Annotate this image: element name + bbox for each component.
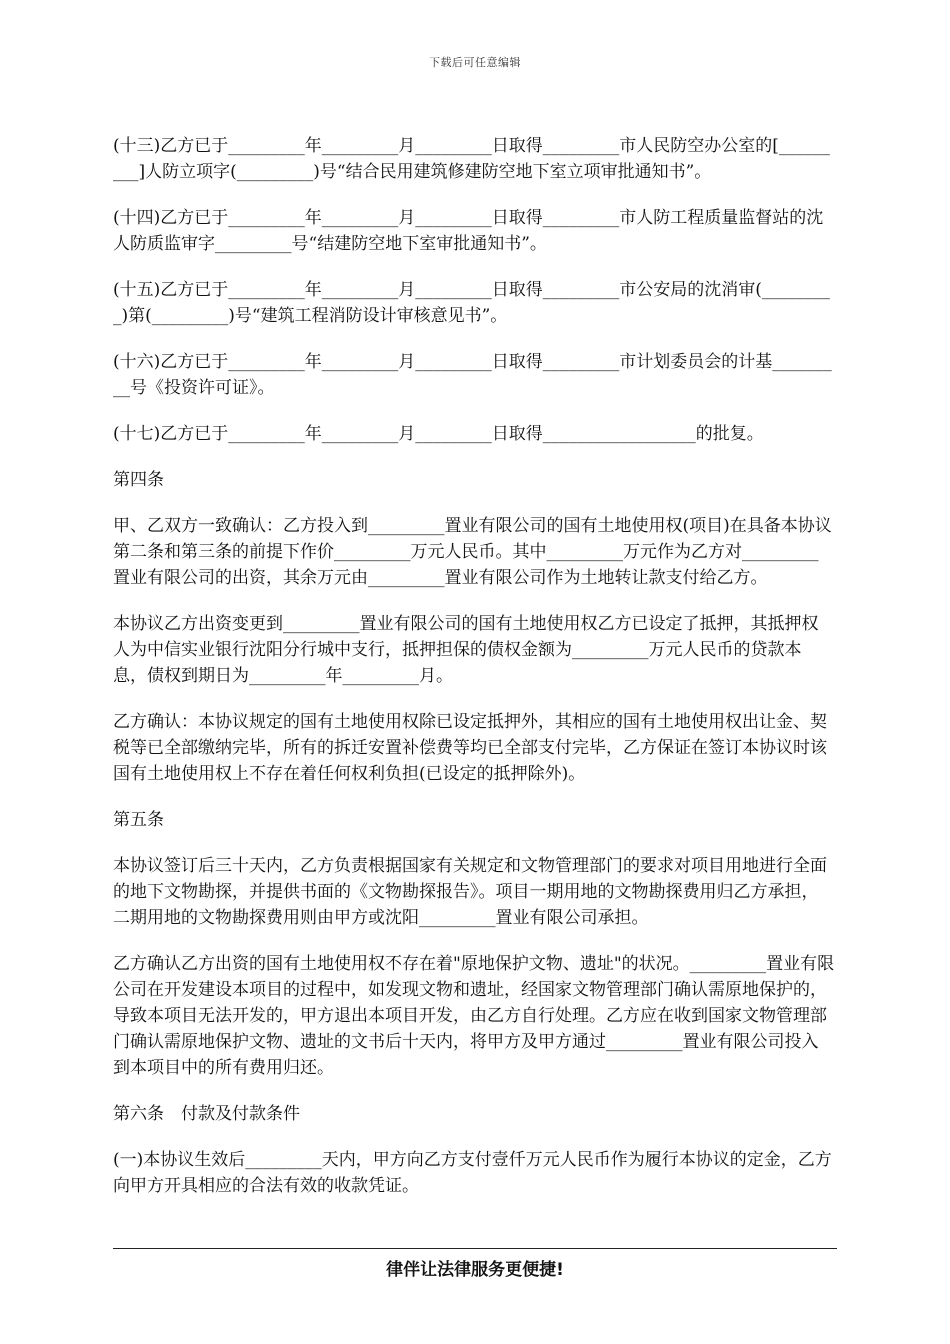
clause-15: (十五)乙方已于_________年_________月_________日取得_________市公安局的沈消审(_________)第(_________)号“建筑工程消防设计审核意见书”。 [113,280,830,326]
clause-13: (十三)乙方已于_________年_________月_________日取得_________市人民防空办公室的[_________]人防立项字(_________)号“结合民用建筑修建防空地下室立项审批通知书”。 [113,136,830,182]
article-6-heading: 第六条 付款及付款条件 [113,1104,300,1124]
article-4-para-1: 甲、乙双方一致确认：乙方投入到_________置业有限公司的国有土地使用权(项目)在具备本协议第二条和第三条的前提下作价_________万元人民币。其中_________万元作为乙方对_________置业有限公司的出资，其余万元由_________置业有限公司作为土地转让款支付给乙方。 [113,516,832,588]
article-5-para-2: 乙方确认乙方出资的国有土地使用权不存在着"原地保护文物、遗址"的状况。_________置业有限公司在开发建设本项目的过程中，如发现文物和遗址，经国家文物管理部门确认需原地保护的，导致本项目无法开发的，甲方退出本项目开发，由乙方自行处理。乙方应在收到国家文物管理部门确认需原地保护文物、遗址的文书后十天内，将甲方及甲方通过_________置业有限公司投入到本项目中的所有费用归还。 [113,954,835,1078]
article-6-para-1: (一)本协议生效后_________天内，甲方向乙方支付壹仟万元人民币作为履行本协议的定金，乙方向甲方开具相应的合法有效的收款凭证。 [113,1150,832,1196]
article-4-para-3: 乙方确认：本协议规定的国有土地使用权除已设定抵押外，其相应的国有土地使用权出让金、契税等已全部缴纳完毕，所有的拆迁安置补偿费等均已全部支付完毕，乙方保证在签订本协议时该国有土地使用权上不存在着任何权利负担(已设定的抵押除外)。 [113,712,827,784]
article-4-para-2: 本协议乙方出资变更到_________置业有限公司的国有土地使用权乙方已设定了抵押，其抵押权人为中信实业银行沈阳分行城中支行，抵押担保的债权金额为_________万元人民币的贷款本息，债权到期日为_________年_________月。 [113,614,819,686]
article-5-heading: 第五条 [113,810,164,830]
document-body [113,133,835,1219]
article-5-para-1: 本协议签订后三十天内，乙方负责根据国家有关规定和文物管理部门的要求对项目用地进行全面的地下文物勘探，并提供书面的《文物勘探报告》。项目一期用地的文物勘探费用归乙方承担，二期用地的文物勘探费用则由甲方或沈阳_________置业有限公司承担。 [113,856,827,928]
article-4-heading: 第四条 [113,470,164,490]
footer-divider [113,1248,837,1249]
page-footer: 律伴让法律服务更便捷! [386,1260,564,1280]
clause-16: (十六)乙方已于_________年_________月_________日取得_________市计划委员会的计基_________号《投资许可证》。 [113,352,832,398]
clause-17: (十七)乙方已于_________年_________月_________日取得__________________的批复。 [113,424,764,444]
page-header: 下载后可任意编辑 [429,56,521,69]
clause-14: (十四)乙方已于_________年_________月_________日取得_________市人防工程质量监督站的沈人防质监审字_________号“结建防空地下室审批通知书”。 [113,208,824,254]
